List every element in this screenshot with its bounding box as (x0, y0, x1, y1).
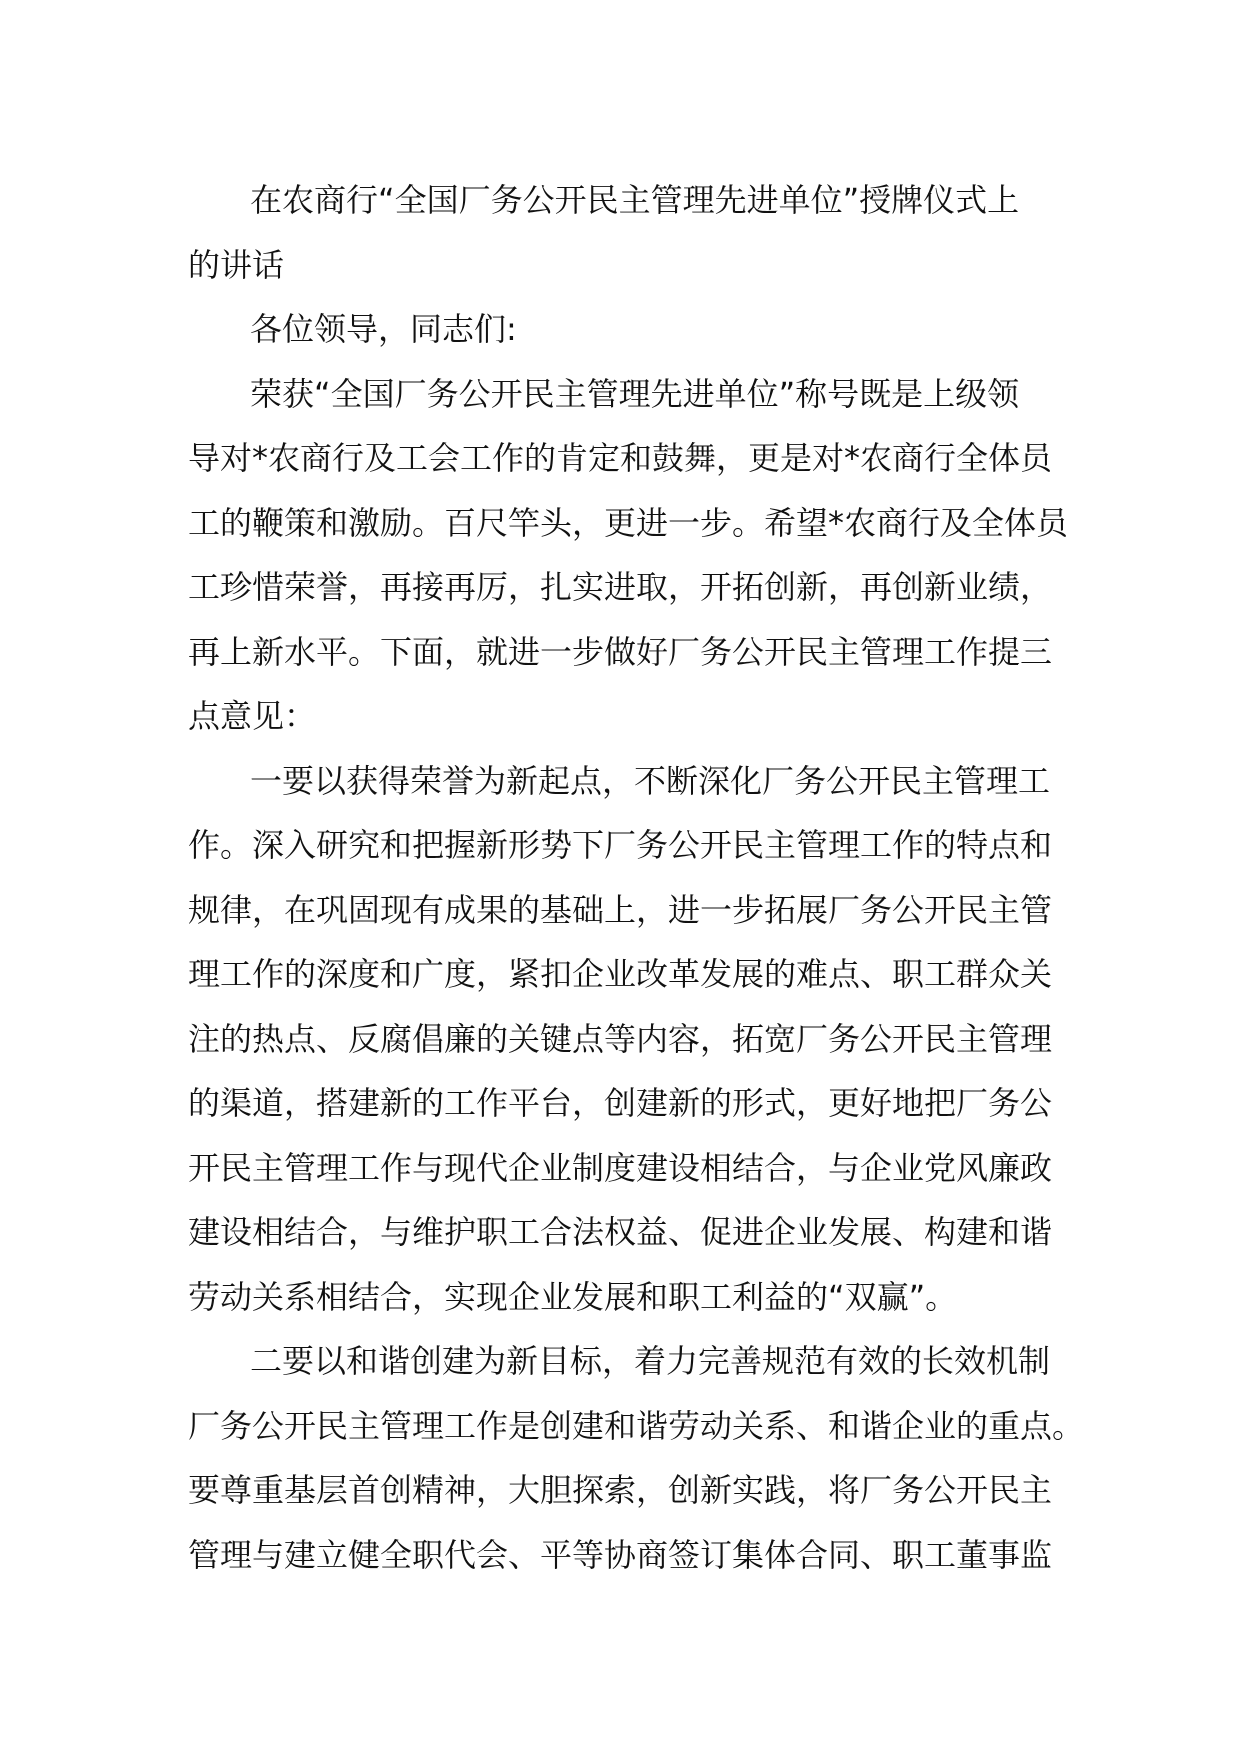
paragraph-line: 建设相结合，与维护职工合法权益、促进企业发展、构建和谐 (188, 1213, 1053, 1251)
salutation-line: 各位领导，同志们: (250, 310, 517, 348)
paragraph-line: 工珍惜荣誉，再接再厉，扎实进取，开拓创新，再创新业绩， (188, 568, 1053, 606)
paragraph-line: 再上新水平。下面，就进一步做好厂务公开民主管理工作提三 (188, 632, 1053, 671)
speech-text (188, 168, 1085, 1587)
paragraph-line: 规律，在巩固现有成果的基础上，进一步拓展厂务公开民主管 (188, 890, 1053, 929)
paragraph-line: 厂务公开民主管理工作是创建和谐劳动关系、和谐企业的重点。 (188, 1406, 1085, 1445)
paragraph-line: 理工作的深度和广度，紧扣企业改革发展的难点、职工群众关 (188, 955, 1053, 993)
paragraph-point-two (188, 1329, 1085, 1587)
paragraph-line: 工的鞭策和激励。百尺竿头，更进一步。希望*农商行及全体员 (188, 503, 1069, 542)
paragraph-line: 导对*农商行及工会工作的肯定和鼓舞，更是对*农商行全体员 (188, 439, 1053, 477)
paragraph-line: 管理与建立健全职代会、平等协商签订集体合同、职工董事监 (188, 1535, 1053, 1574)
paragraph-line: 二要以和谐创建为新目标，着力完善规范有效的长效机制 (250, 1342, 1051, 1380)
paragraph-line: 一要以获得荣誉为新起点，不断深化厂务公开民主管理工 (250, 761, 1051, 800)
paragraph-point-one (188, 749, 1068, 1330)
paragraph-line: 的渠道，搭建新的工作平台，创建新的形式，更好地把厂务公 (188, 1084, 1053, 1122)
paragraph-line: 点意见： (188, 697, 317, 735)
speech-title (188, 168, 1068, 297)
title-line: 的讲话 (188, 245, 285, 284)
paragraph-line: 荣获“全国厂务公开民主管理先进单位”称号既是上级领 (250, 374, 1020, 413)
paragraph-line: 劳动关系相结合，实现企业发展和职工利益的“双赢”。 (188, 1277, 958, 1316)
paragraph-line: 要尊重基层首创精神，大胆探索，创新实践，将厂务公开民主 (188, 1471, 1053, 1509)
paragraph-line: 注的热点、反腐倡廉的关键点等内容，拓宽厂务公开民主管理 (188, 1019, 1053, 1058)
paragraph-honor (188, 362, 1068, 749)
title-line: 在农商行“全国厂务公开民主管理先进单位”授牌仪式上 (250, 181, 1020, 219)
paragraph-line: 开民主管理工作与现代企业制度建设相结合，与企业党风廉政 (188, 1148, 1053, 1187)
salutation (188, 297, 1068, 362)
paragraph-line: 作。深入研究和把握新形势下厂务公开民主管理工作的特点和 (188, 826, 1053, 864)
